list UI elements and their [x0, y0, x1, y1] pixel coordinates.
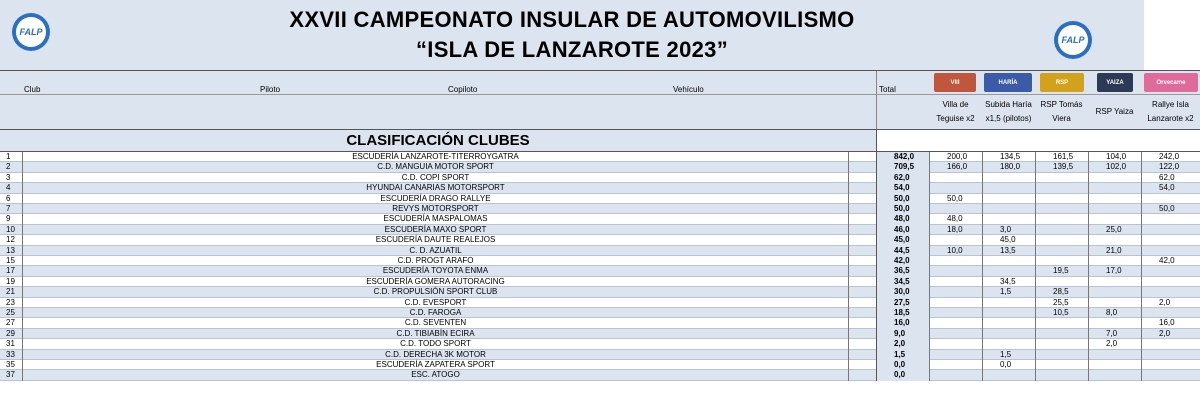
event-points-cell: 25,5: [1035, 298, 1088, 308]
total-cell: 1,5: [876, 350, 929, 360]
blank-cell: [848, 266, 876, 276]
club-name-cell: ESCUDERÍA GOMERA AUTORACING: [22, 277, 848, 287]
table-row: [0, 329, 1200, 339]
total-cell: 9,0: [876, 329, 929, 339]
total-cell: 44,5: [876, 246, 929, 256]
event-points-cell: [929, 173, 982, 183]
position-cell: 19: [6, 276, 15, 286]
table-row: [0, 266, 1200, 276]
table-row: [0, 350, 1200, 360]
club-name-cell: C.D. TODO SPORT: [22, 339, 848, 349]
total-cell: 16,0: [876, 318, 929, 328]
club-name-cell: C.D. EVESPORT: [22, 298, 848, 308]
event-points-cell: 200,0: [929, 152, 982, 162]
event-points-cell: 7,0: [1088, 329, 1141, 339]
club-name-cell: ESCUDERÍA MASPALOMAS: [22, 214, 848, 224]
event-points-cell: [1088, 318, 1141, 328]
event-points-cell: [929, 360, 982, 370]
position-cell: 31: [6, 339, 15, 349]
club-name-cell: ESC. ATOGO: [22, 370, 848, 380]
event-points-cell: 3,0: [982, 225, 1035, 235]
table-row: [0, 339, 1200, 349]
event-points-cell: [1088, 370, 1141, 380]
total-cell: 27,5: [876, 298, 929, 308]
table-row: [0, 183, 1200, 193]
event-name: Subida Haría x1,5 (pilotos): [985, 100, 1032, 123]
event-points-cell: [982, 298, 1035, 308]
event-points-cell: 242,0: [1141, 152, 1200, 162]
club-name-cell: C.D. PROPULSIÓN SPORT CLUB: [22, 287, 848, 297]
position-cell: 13: [6, 245, 15, 255]
position-cell: 6: [6, 193, 11, 203]
table-row: [0, 256, 1200, 266]
club-name-cell: C.D. DERECHA 3K MOTOR: [22, 350, 848, 360]
event-points-cell: [1035, 350, 1088, 360]
event-name: RSP Tomás Viera: [1040, 100, 1083, 123]
total-cell: 2,0: [876, 339, 929, 349]
event-points-cell: [1035, 225, 1088, 235]
event-points-cell: 62,0: [1141, 173, 1200, 183]
event-points-cell: [1088, 277, 1141, 287]
total-cell: 0,0: [876, 370, 929, 380]
event-points-cell: [1141, 339, 1200, 349]
blank-cell: [848, 350, 876, 360]
event-points-cell: [929, 204, 982, 214]
event-points-cell: [1035, 339, 1088, 349]
blank-cell: [848, 308, 876, 318]
table-row: [0, 277, 1200, 287]
table-row: [0, 225, 1200, 235]
event-points-cell: 102,0: [1088, 162, 1141, 172]
federation-logo-icon: [1054, 21, 1092, 59]
total-cell: 34,5: [876, 277, 929, 287]
total-cell: 46,0: [876, 225, 929, 235]
event-points-cell: 13,5: [982, 246, 1035, 256]
event-points-cell: [1141, 246, 1200, 256]
event-points-cell: [1088, 194, 1141, 204]
event-points-cell: [929, 350, 982, 360]
blank-cell: [848, 152, 876, 162]
event-points-cell: 2,0: [1141, 329, 1200, 339]
section-right-blank: [876, 130, 1200, 151]
event-points-cell: 42,0: [1141, 256, 1200, 266]
total-cell: 62,0: [876, 173, 929, 183]
event-points-cell: [982, 256, 1035, 266]
event-points-cell: 18,0: [929, 225, 982, 235]
event-points-cell: 10,5: [1035, 308, 1088, 318]
table-row: [0, 318, 1200, 328]
event-points-cell: [1141, 266, 1200, 276]
column-header-club: Club: [24, 85, 41, 94]
event-points-cell: [929, 266, 982, 276]
event-points-cell: 10,0: [929, 246, 982, 256]
event-points-cell: 19,5: [1035, 266, 1088, 276]
event-points-cell: [1141, 360, 1200, 370]
blank-cell: [848, 318, 876, 328]
event-points-cell: [982, 214, 1035, 224]
event-logo-icon: Orvecame: [1144, 73, 1198, 92]
event-points-cell: [1035, 235, 1088, 245]
event-points-cell: 16,0: [1141, 318, 1200, 328]
table-row: [0, 287, 1200, 297]
divider: [876, 95, 877, 129]
total-cell: 48,0: [876, 214, 929, 224]
table-row: [0, 360, 1200, 370]
position-cell: 21: [6, 287, 15, 297]
page-subtitle: “ISLA DE LANZAROTE 2023”: [416, 37, 728, 62]
event-points-cell: [1035, 370, 1088, 380]
table-row: [0, 298, 1200, 308]
blank-cell: [848, 225, 876, 235]
event-names-row: [0, 95, 1200, 130]
event-points-cell: [1141, 287, 1200, 297]
total-cell: 0,0: [876, 360, 929, 370]
position-cell: 3: [6, 172, 11, 182]
event-points-cell: [929, 308, 982, 318]
event-points-cell: [929, 256, 982, 266]
event-logo-icon: VIII: [934, 73, 976, 92]
event-points-cell: [929, 277, 982, 287]
position-cell: 15: [6, 256, 15, 265]
position-cell: 23: [6, 297, 15, 307]
event-points-cell: [1088, 214, 1141, 224]
event-points-cell: [1088, 287, 1141, 297]
event-points-cell: 104,0: [1088, 152, 1141, 162]
club-name-cell: C.D. MANGUIA MOTOR SPORT: [22, 162, 848, 172]
total-cell: 842,0: [876, 152, 929, 162]
table-row: [0, 194, 1200, 204]
document-header: [0, 0, 1144, 70]
event-points-cell: [982, 318, 1035, 328]
blank-cell: [848, 235, 876, 245]
event-points-cell: [929, 339, 982, 349]
column-header-copiloto: Copiloto: [448, 85, 478, 94]
position-cell: 12: [6, 235, 15, 245]
event-points-cell: [982, 173, 1035, 183]
club-name-cell: C.D. PROGT ARAFO: [22, 256, 848, 266]
club-name-cell: C.D. TIBIABÍN ECIRA: [22, 329, 848, 339]
event-points-cell: 17,0: [1088, 266, 1141, 276]
position-cell: 9: [6, 214, 11, 224]
blank-cell: [848, 339, 876, 349]
table-row: [0, 173, 1200, 183]
event-points-cell: [982, 308, 1035, 318]
event-points-cell: [1141, 225, 1200, 235]
section-title: CLASIFICACIÓN CLUBES: [346, 132, 530, 149]
position-cell: 2: [6, 162, 11, 172]
total-cell: 36,5: [876, 266, 929, 276]
event-points-cell: [1035, 204, 1088, 214]
blank-cell: [848, 256, 876, 266]
event-points-cell: [1035, 194, 1088, 204]
event-points-cell: [1035, 277, 1088, 287]
total-cell: 54,0: [876, 183, 929, 193]
position-cell: 33: [6, 349, 15, 359]
blank-cell: [848, 162, 876, 172]
event-points-cell: [929, 287, 982, 297]
blank-cell: [848, 214, 876, 224]
event-points-cell: 166,0: [929, 162, 982, 172]
event-logo-icon: HARÍA: [984, 73, 1032, 92]
event-name: Rallye Isla Lanzarote x2: [1147, 100, 1194, 123]
total-cell: 30,0: [876, 287, 929, 297]
event-points-cell: [1141, 370, 1200, 380]
event-points-cell: 8,0: [1088, 308, 1141, 318]
blank-cell: [848, 370, 876, 380]
event-points-cell: [1141, 277, 1200, 287]
total-cell: 50,0: [876, 204, 929, 214]
event-name: Villa de Teguise x2: [936, 100, 975, 123]
club-name-cell: C. D. AZUATIL: [22, 246, 848, 256]
position-cell: 17: [6, 266, 15, 276]
event-points-cell: [1088, 183, 1141, 193]
event-points-cell: 48,0: [929, 214, 982, 224]
blank-cell: [848, 194, 876, 204]
club-name-cell: ESCUDERÍA DRAGO RALLYE: [22, 194, 848, 204]
event-points-cell: [1088, 256, 1141, 266]
column-header-piloto: Piloto: [260, 85, 281, 94]
club-name-cell: ESCUDERÍA MAXO SPORT: [22, 225, 848, 235]
position-cell: 1: [6, 152, 11, 161]
club-name-cell: REVYS MOTORSPORT: [22, 204, 848, 214]
event-points-cell: [982, 339, 1035, 349]
position-cell: 27: [6, 318, 15, 328]
position-cell: 29: [6, 328, 15, 338]
event-points-cell: [1035, 246, 1088, 256]
event-points-cell: 180,0: [982, 162, 1035, 172]
event-points-cell: [929, 235, 982, 245]
event-points-cell: [929, 298, 982, 308]
event-points-cell: 34,5: [982, 277, 1035, 287]
event-name: RSP Yaiza: [1095, 107, 1134, 116]
event-logo-icon: YAIZA: [1097, 73, 1133, 92]
federation-logo-text: FALP: [1058, 25, 1088, 55]
table-row: [0, 246, 1200, 256]
blank-cell: [848, 287, 876, 297]
event-points-cell: 54,0: [1141, 183, 1200, 193]
position-cell: 4: [6, 183, 11, 193]
event-points-cell: 134,5: [982, 152, 1035, 162]
club-name-cell: ESCUDERÍA TOYOTA ENMA: [22, 266, 848, 276]
event-points-cell: [1141, 235, 1200, 245]
header-right-blank: [1144, 0, 1200, 70]
event-points-cell: [1035, 183, 1088, 193]
event-points-cell: [1088, 360, 1141, 370]
total-cell: 50,0: [876, 194, 929, 204]
event-points-cell: [1141, 308, 1200, 318]
event-points-cell: 1,5: [982, 287, 1035, 297]
blank-cell: [848, 329, 876, 339]
position-cell: 35: [6, 360, 15, 369]
column-header-vehiculo: Vehículo: [673, 85, 704, 94]
event-points-cell: 2,0: [1088, 339, 1141, 349]
table-row: [0, 370, 1200, 380]
event-points-cell: 28,5: [1035, 287, 1088, 297]
event-points-cell: 2,0: [1141, 298, 1200, 308]
event-points-cell: [1088, 235, 1141, 245]
event-points-cell: 50,0: [1141, 204, 1200, 214]
position-cell: 37: [6, 370, 15, 380]
column-header-total: Total: [876, 71, 929, 95]
club-name-cell: C.D. SEVENTEN: [22, 318, 848, 328]
event-points-cell: [1088, 204, 1141, 214]
table-row: [0, 308, 1200, 318]
event-points-cell: [982, 183, 1035, 193]
club-name-cell: HYUNDAI CANARIAS MOTORSPORT: [22, 183, 848, 193]
event-points-cell: [929, 329, 982, 339]
event-points-cell: [982, 204, 1035, 214]
event-points-cell: [1035, 256, 1088, 266]
event-points-cell: [1088, 350, 1141, 360]
event-points-cell: 139,5: [1035, 162, 1088, 172]
event-points-cell: [1088, 173, 1141, 183]
event-points-cell: [1141, 214, 1200, 224]
table-row: [0, 204, 1200, 214]
event-points-cell: [929, 183, 982, 193]
club-name-cell: C.D. FAROGA: [22, 308, 848, 318]
event-points-cell: [982, 370, 1035, 380]
table-row: [0, 214, 1200, 224]
table-row: [0, 152, 1200, 162]
event-points-cell: 0,0: [982, 360, 1035, 370]
section-header: [0, 130, 1200, 152]
position-cell: 25: [6, 308, 15, 317]
event-points-cell: 122,0: [1141, 162, 1200, 172]
event-points-cell: [982, 266, 1035, 276]
federation-logo-text: FALP: [16, 17, 46, 47]
event-points-cell: [1035, 329, 1088, 339]
total-cell: 45,0: [876, 235, 929, 245]
event-points-cell: [929, 370, 982, 380]
event-points-cell: [982, 329, 1035, 339]
total-cell: 42,0: [876, 256, 929, 266]
blank-cell: [848, 277, 876, 287]
event-points-cell: [1035, 214, 1088, 224]
event-points-cell: [1035, 318, 1088, 328]
club-name-cell: C.D. COPI SPORT: [22, 173, 848, 183]
table-row: [0, 235, 1200, 245]
table-row: [0, 162, 1200, 172]
blank-cell: [848, 298, 876, 308]
total-cell: 709,5: [876, 162, 929, 172]
club-name-cell: ESCUDERÍA ZAPATERA SPORT: [22, 360, 848, 370]
event-points-cell: 25,0: [1088, 225, 1141, 235]
blank-cell: [848, 246, 876, 256]
event-points-cell: [1088, 298, 1141, 308]
event-points-cell: 1,5: [982, 350, 1035, 360]
club-name-cell: ESCUDERÍA LANZAROTE-TITERROYGATRA: [22, 152, 848, 162]
position-cell: 10: [6, 224, 15, 234]
blank-cell: [848, 360, 876, 370]
event-points-cell: [1035, 360, 1088, 370]
event-points-cell: [1035, 173, 1088, 183]
event-points-cell: 161,5: [1035, 152, 1088, 162]
event-points-cell: [929, 318, 982, 328]
event-points-cell: [1141, 194, 1200, 204]
event-logo-icon: RSP: [1040, 73, 1084, 92]
column-header-row: [0, 70, 1200, 95]
event-points-cell: [1141, 350, 1200, 360]
event-points-cell: 50,0: [929, 194, 982, 204]
club-name-cell: ESCUDERÍA DAUTE REALEJOS: [22, 235, 848, 245]
blank-cell: [848, 173, 876, 183]
blank-cell: [848, 204, 876, 214]
page-title: XXVII CAMPEONATO INSULAR DE AUTOMOVILISMO: [289, 7, 855, 32]
event-points-cell: 21,0: [1088, 246, 1141, 256]
event-points-cell: 45,0: [982, 235, 1035, 245]
event-points-cell: [982, 194, 1035, 204]
total-cell: 18,5: [876, 308, 929, 318]
position-cell: 7: [6, 204, 11, 213]
blank-cell: [848, 183, 876, 193]
